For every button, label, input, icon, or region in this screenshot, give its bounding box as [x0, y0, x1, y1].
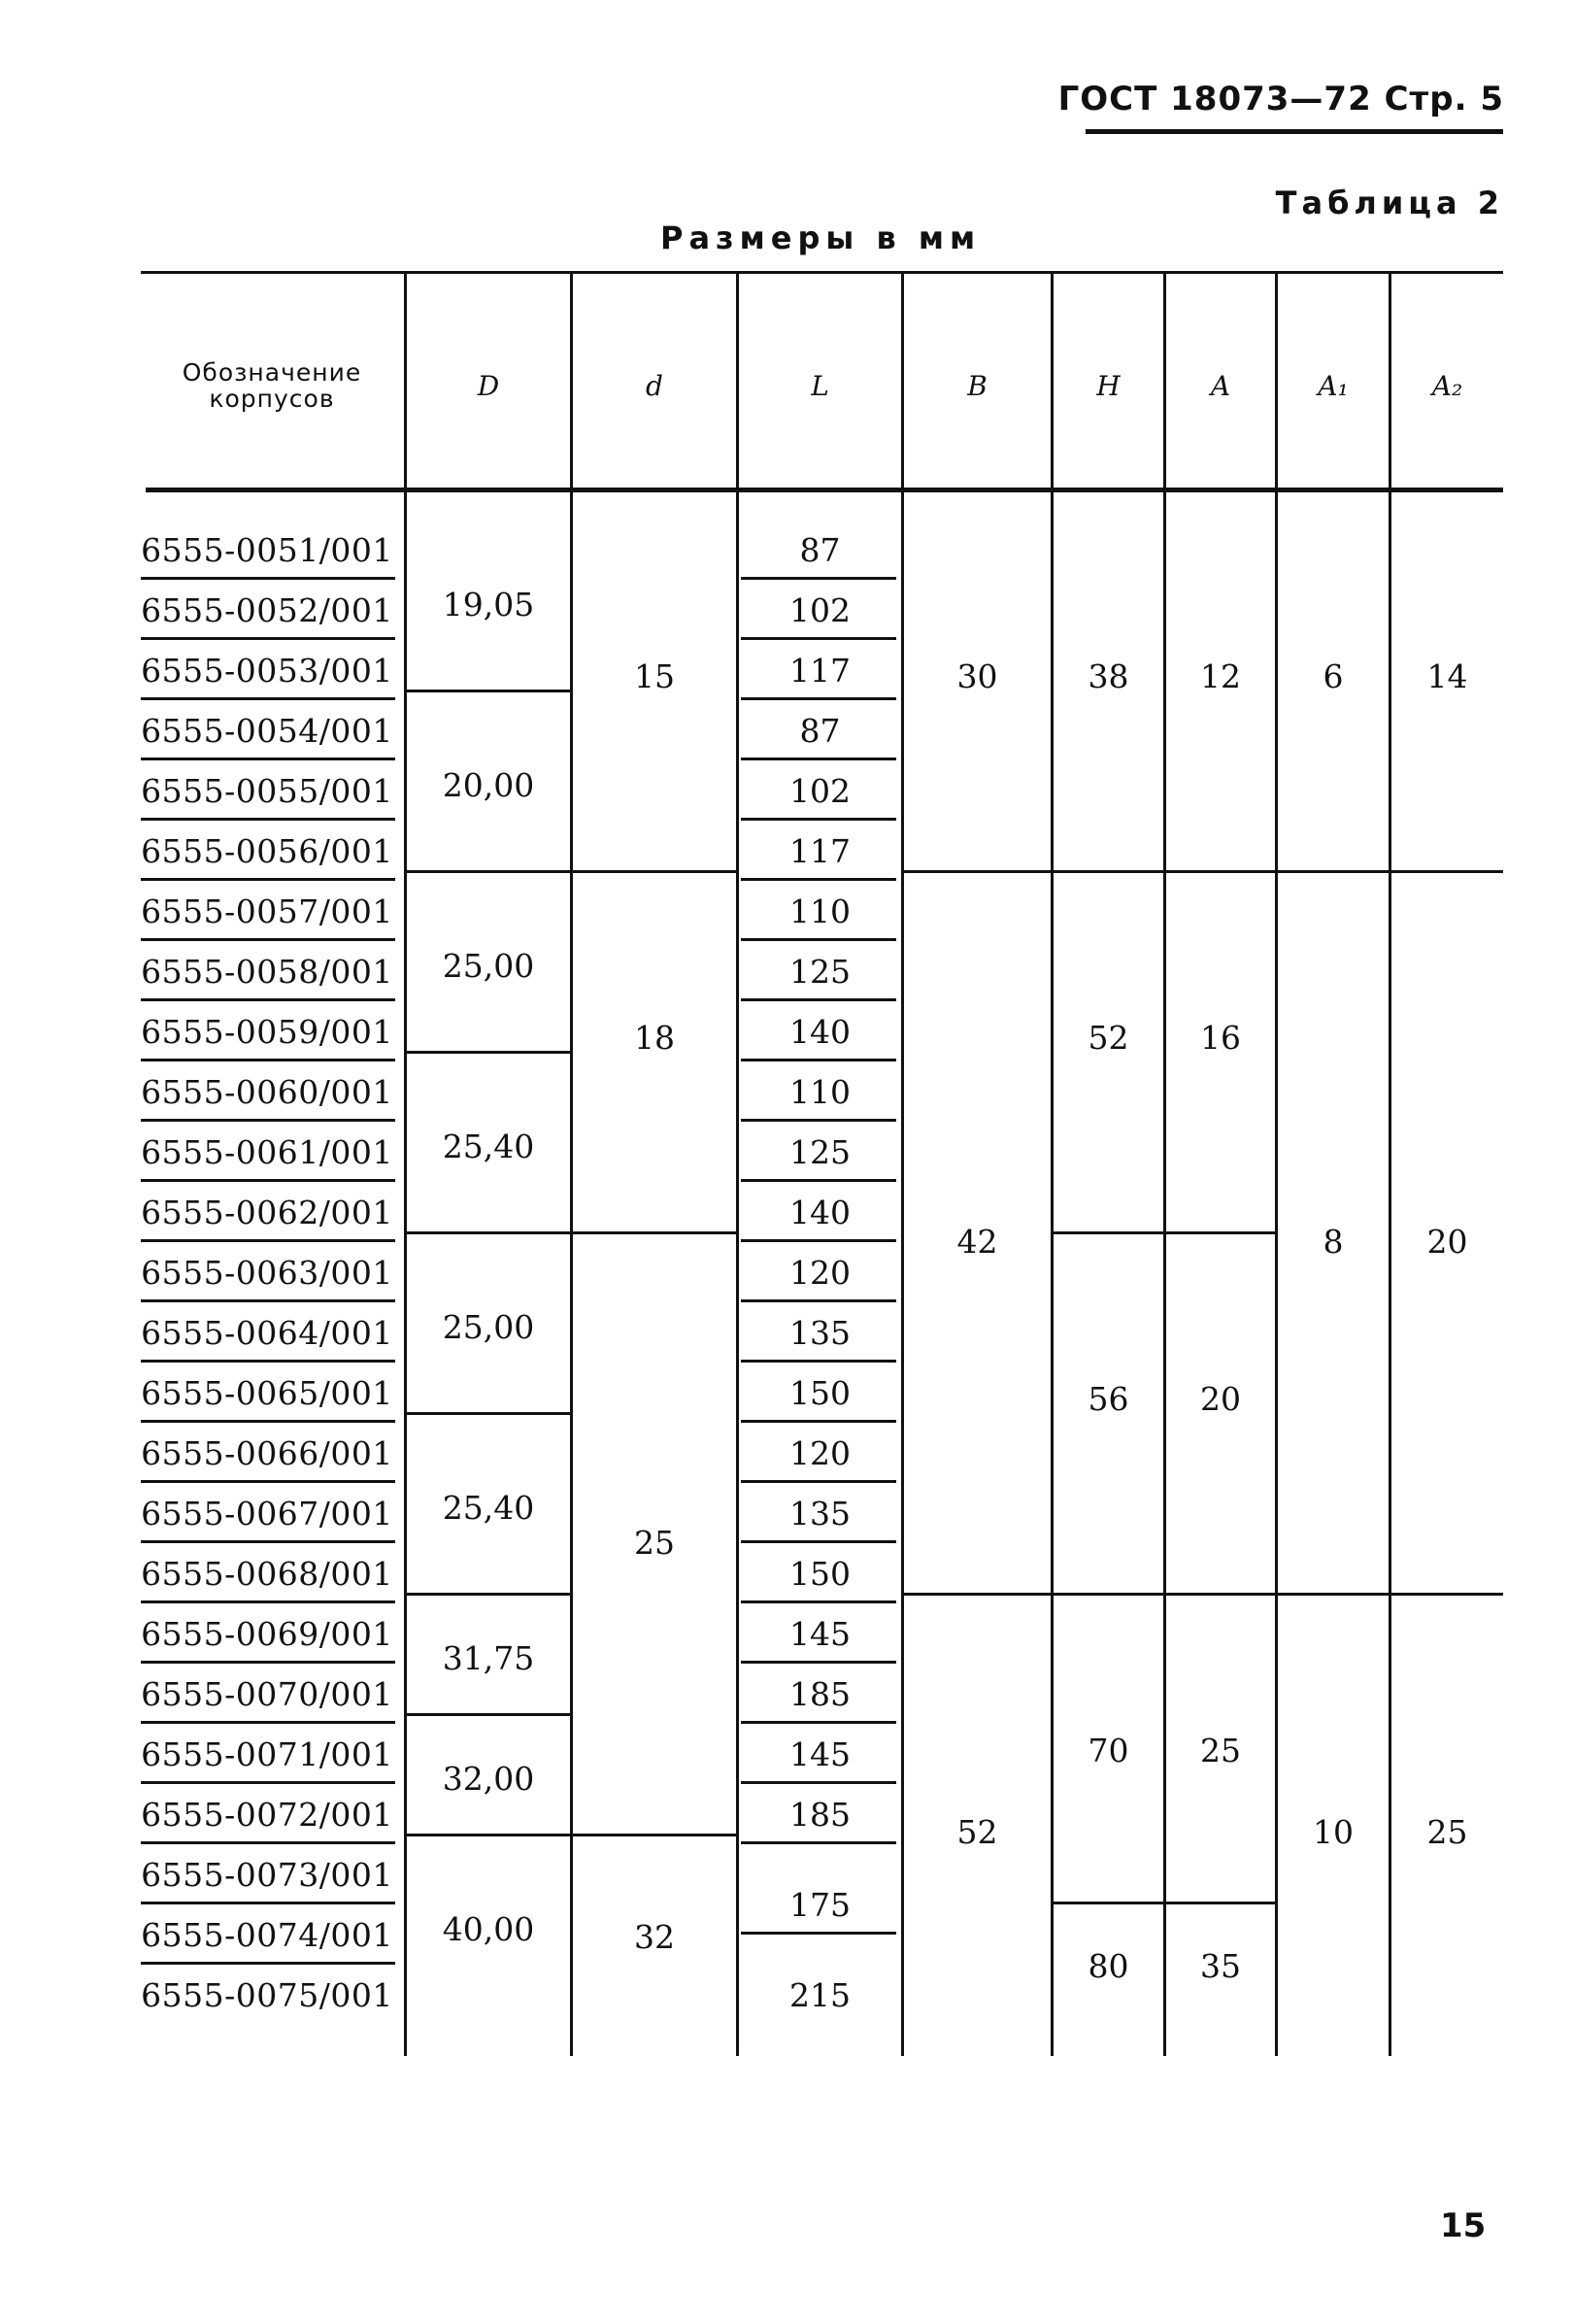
H-value: 80 — [1088, 1946, 1129, 1985]
H-value: 52 — [1088, 1018, 1129, 1057]
header-B: B — [967, 370, 988, 402]
H-value: 56 — [1088, 1379, 1129, 1418]
L-value: 120 — [789, 1433, 851, 1472]
L-value: 120 — [789, 1253, 851, 1292]
H-value: 70 — [1088, 1731, 1129, 1769]
designation-underline — [141, 1781, 395, 1784]
L-underline — [741, 1179, 896, 1182]
L-value: 135 — [789, 1313, 851, 1352]
D-value: 25,40 — [442, 1488, 535, 1527]
L-value: 117 — [789, 831, 851, 870]
L-value: 102 — [789, 590, 851, 629]
A1-divider — [1278, 870, 1389, 873]
A2-value: 14 — [1426, 657, 1468, 695]
designation-underline — [141, 938, 395, 941]
H-value: 38 — [1088, 657, 1129, 695]
L-value: 125 — [789, 952, 851, 991]
designation-underline — [141, 1360, 395, 1363]
designation-cell: 6555-0062/001 — [141, 1193, 393, 1231]
L-underline — [741, 938, 896, 941]
L-value: 145 — [789, 1614, 851, 1653]
L-underline — [741, 1661, 896, 1664]
L-underline — [741, 1360, 896, 1363]
designation-cell: 6555-0072/001 — [141, 1795, 393, 1834]
L-underline — [741, 758, 896, 760]
d-divider — [573, 870, 736, 873]
D-value: 40,00 — [442, 1909, 535, 1948]
header-D: D — [477, 370, 500, 402]
A2-divider — [1391, 870, 1503, 873]
designation-underline — [141, 1239, 395, 1242]
designation-cell: 6555-0056/001 — [141, 831, 393, 870]
L-value: 185 — [789, 1795, 851, 1834]
designation-cell: 6555-0075/001 — [141, 1975, 393, 2014]
designation-underline — [141, 637, 395, 640]
table-top-rule — [141, 271, 1503, 274]
L-underline — [741, 637, 896, 640]
L-value: 140 — [789, 1193, 851, 1231]
D-divider — [407, 1834, 570, 1836]
designation-cell: 6555-0054/001 — [141, 711, 393, 750]
page-number: 15 — [1440, 2206, 1487, 2245]
A-value: 25 — [1200, 1731, 1241, 1769]
designation-cell: 6555-0051/001 — [141, 530, 393, 569]
designation-cell: 6555-0055/001 — [141, 771, 393, 810]
D-divider — [407, 1713, 570, 1716]
L-value: 117 — [789, 651, 851, 690]
header-d: d — [646, 370, 663, 402]
D-divider — [407, 690, 570, 692]
A-divider — [1166, 1231, 1275, 1234]
L-underline — [741, 998, 896, 1001]
L-value: 140 — [789, 1012, 851, 1051]
L-value: 87 — [799, 711, 841, 750]
L-underline — [741, 1299, 896, 1302]
L-underline — [741, 577, 896, 580]
L-value: 102 — [789, 771, 851, 810]
L-underline — [741, 878, 896, 881]
H-divider — [1054, 1593, 1163, 1596]
col-rule-d — [570, 274, 573, 2056]
designation-underline — [141, 1480, 395, 1483]
designation-cell: 6555-0068/001 — [141, 1554, 393, 1593]
H-divider — [1054, 1231, 1163, 1234]
designation-underline — [141, 1179, 395, 1182]
designation-cell: 6555-0074/001 — [141, 1915, 393, 1954]
A-value: 20 — [1200, 1379, 1241, 1418]
header-A2: A₂ — [1431, 370, 1463, 402]
A1-value: 8 — [1323, 1222, 1344, 1261]
A1-value: 10 — [1313, 1812, 1354, 1851]
designation-cell: 6555-0060/001 — [141, 1072, 393, 1111]
A2-value: 25 — [1426, 1812, 1468, 1851]
designation-cell: 6555-0053/001 — [141, 651, 393, 690]
B-divider — [904, 1593, 1051, 1596]
designation-cell: 6555-0059/001 — [141, 1012, 393, 1051]
designation-underline — [141, 818, 395, 821]
L-underline — [741, 1480, 896, 1483]
B-value: 42 — [956, 1222, 998, 1261]
designation-cell: 6555-0073/001 — [141, 1855, 393, 1894]
d-value: 25 — [634, 1523, 675, 1562]
H-divider — [1054, 1902, 1163, 1904]
B-value: 30 — [956, 657, 998, 695]
col-rule-A2 — [1389, 274, 1391, 2056]
L-underline — [741, 1841, 896, 1844]
designation-underline — [141, 1600, 395, 1603]
designation-cell: 6555-0071/001 — [141, 1735, 393, 1773]
L-underline — [741, 1119, 896, 1122]
D-value: 25,40 — [442, 1127, 535, 1165]
D-value: 31,75 — [442, 1638, 535, 1677]
d-value: 15 — [634, 657, 675, 695]
A-value: 16 — [1200, 1018, 1241, 1057]
col-rule-A — [1163, 274, 1166, 2056]
designation-cell: 6555-0067/001 — [141, 1494, 393, 1532]
d-divider — [573, 1231, 736, 1234]
L-value: 175 — [789, 1885, 851, 1924]
designation-cell: 6555-0065/001 — [141, 1373, 393, 1412]
D-value: 32,00 — [442, 1759, 535, 1798]
D-divider — [407, 1593, 570, 1596]
designation-underline — [141, 1420, 395, 1423]
A1-divider — [1278, 1593, 1389, 1596]
designation-cell: 6555-0066/001 — [141, 1433, 393, 1472]
header-L: L — [811, 370, 829, 402]
header-rule — [1086, 129, 1503, 134]
header-A: A — [1210, 370, 1231, 402]
L-underline — [741, 1781, 896, 1784]
header-designation: Обозначение корпусов — [182, 358, 362, 413]
col-rule-B — [901, 274, 904, 2056]
L-underline — [741, 818, 896, 821]
designation-underline — [141, 697, 395, 700]
L-value: 150 — [789, 1373, 851, 1412]
designation-underline — [141, 1119, 395, 1122]
table-caption: Размеры в мм — [660, 219, 982, 256]
L-value: 135 — [789, 1494, 851, 1532]
designation-underline — [141, 577, 395, 580]
L-value: 125 — [789, 1132, 851, 1171]
col-rule-A1 — [1275, 274, 1278, 2056]
A-divider — [1166, 1902, 1275, 1904]
L-underline — [741, 1059, 896, 1061]
A-divider — [1166, 870, 1275, 873]
designation-cell: 6555-0070/001 — [141, 1674, 393, 1713]
designation-cell: 6555-0064/001 — [141, 1313, 393, 1352]
L-value: 150 — [789, 1554, 851, 1593]
B-value: 52 — [956, 1812, 998, 1851]
A1-value: 6 — [1323, 657, 1344, 695]
L-value: 110 — [789, 1072, 851, 1111]
L-value: 87 — [799, 530, 841, 569]
A2-value: 20 — [1426, 1222, 1468, 1261]
designation-underline — [141, 878, 395, 881]
header-H: H — [1096, 370, 1121, 402]
D-value: 25,00 — [442, 946, 535, 985]
A-value: 35 — [1200, 1946, 1241, 1985]
designation-underline — [141, 1059, 395, 1061]
designation-cell: 6555-0052/001 — [141, 590, 393, 629]
L-value: 110 — [789, 892, 851, 930]
designation-cell: 6555-0061/001 — [141, 1132, 393, 1171]
designation-cell: 6555-0058/001 — [141, 952, 393, 991]
L-underline — [741, 1420, 896, 1423]
D-divider — [407, 1412, 570, 1415]
L-underline — [741, 1721, 896, 1724]
L-value: 185 — [789, 1674, 851, 1713]
L-value: 145 — [789, 1735, 851, 1773]
D-divider — [407, 1231, 570, 1234]
document-header: ГОСТ 18073—72 Стр. 5 — [1057, 80, 1504, 118]
designation-underline — [141, 998, 395, 1001]
H-divider — [1054, 870, 1163, 873]
D-divider — [407, 870, 570, 873]
designation-cell: 6555-0063/001 — [141, 1253, 393, 1292]
designation-underline — [141, 1721, 395, 1724]
L-underline — [741, 1600, 896, 1603]
designation-cell: 6555-0069/001 — [141, 1614, 393, 1653]
A2-divider — [1391, 1593, 1503, 1596]
designation-underline — [141, 1661, 395, 1664]
designation-underline — [141, 758, 395, 760]
L-underline — [741, 1540, 896, 1543]
designation-cell: 6555-0057/001 — [141, 892, 393, 930]
D-value: 25,00 — [442, 1307, 535, 1346]
L-underline — [741, 1932, 896, 1935]
D-value: 19,05 — [442, 585, 535, 623]
D-value: 20,00 — [442, 765, 535, 804]
d-divider — [573, 1834, 736, 1836]
designation-underline — [141, 1841, 395, 1844]
d-value: 18 — [634, 1018, 675, 1057]
B-divider — [904, 870, 1051, 873]
designation-underline — [141, 1902, 395, 1904]
table-label: Таблица 2 — [1275, 185, 1504, 221]
d-value: 32 — [634, 1917, 675, 1956]
designation-underline — [141, 1962, 395, 1965]
D-divider — [407, 1051, 570, 1054]
L-underline — [741, 1239, 896, 1242]
L-underline — [741, 697, 896, 700]
designation-underline — [141, 1540, 395, 1543]
header-A1: A₁ — [1318, 370, 1349, 402]
col-rule-H — [1051, 274, 1054, 2056]
A-value: 12 — [1200, 657, 1241, 695]
L-value: 215 — [789, 1975, 851, 2014]
A-divider — [1166, 1593, 1275, 1596]
designation-underline — [141, 1299, 395, 1302]
